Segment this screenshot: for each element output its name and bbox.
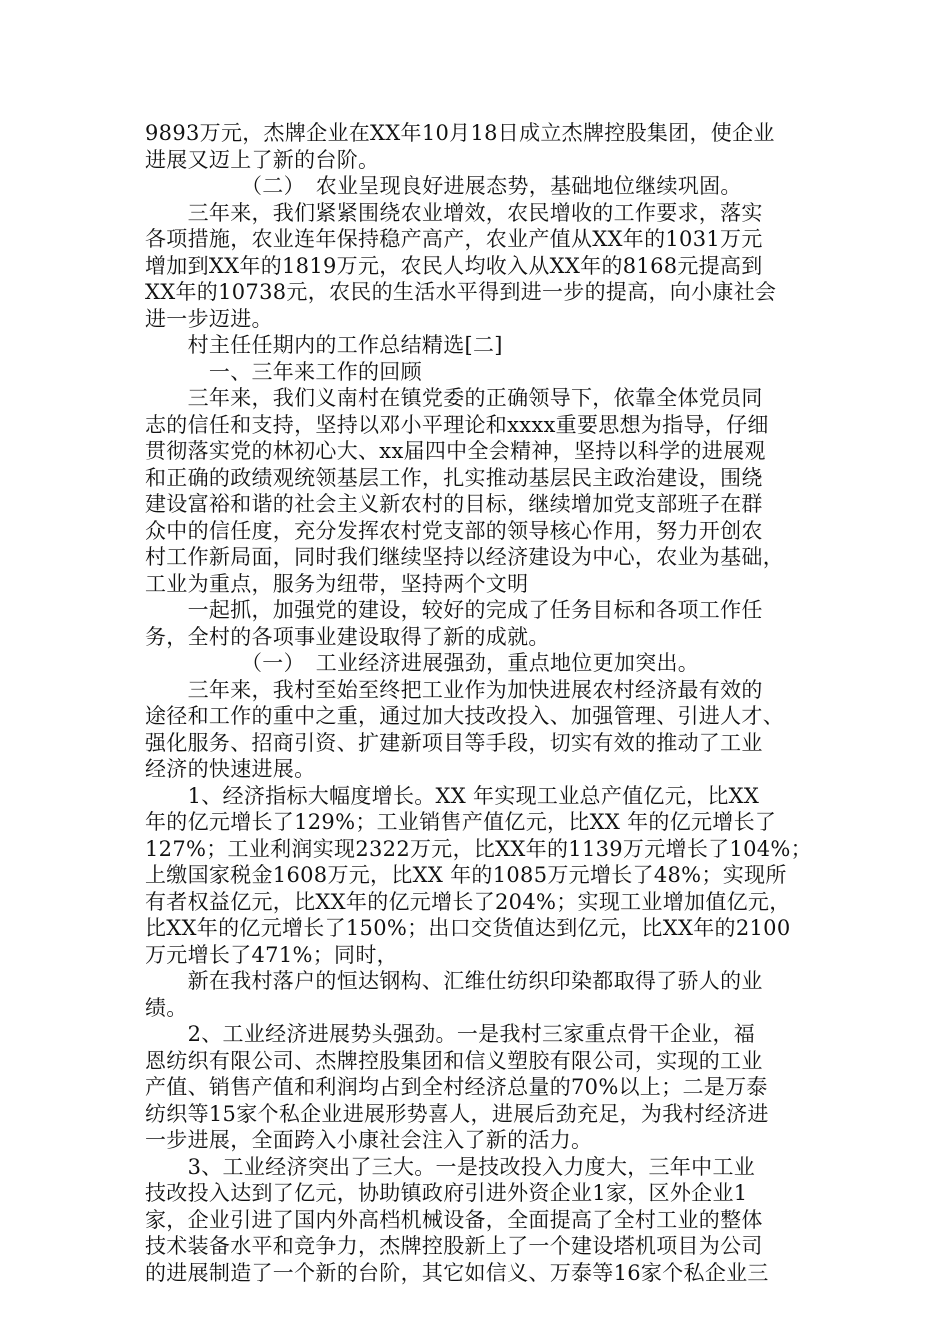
text-line: 贯彻落实党的林初心大、xx届四中全会精神，坚持以科学的进展观 [145, 439, 766, 463]
text-line: XX年的10738元，农民的生活水平得到进一步的提高，向小康社会 [145, 280, 777, 304]
text-line: 一步进展，全面跨入小康社会注入了新的活力。 [145, 1128, 593, 1152]
text-line: 万元增长了471%；同时， [145, 942, 398, 967]
text-line: 的进展制造了一个新的台阶，其它如信义、万泰等16家个私企业三 [145, 1260, 769, 1285]
text-line: 途径和工作的重中之重，通过加大技改投入、加强管理、引进人才、 [145, 704, 784, 728]
text-line: 127%；工业利润实现2322万元，比XX年的1139万元增长了104%； [145, 836, 812, 861]
text-line: 1、经济指标大幅度增长。XX 年实现工业总产值亿元，比XX [145, 783, 760, 808]
text-line: 有者权益亿元，比XX年的亿元增长了204%；实现工业增加值亿元， [145, 889, 791, 914]
text-line: 新在我村落户的恒达钢构、汇维仕纺织印染都取得了骄人的业 [145, 969, 763, 993]
text-line: 各项措施，农业连年保持稳产高产，农业产值从XX年的1031万元 [145, 227, 763, 251]
text-line: 技改投入达到了亿元，协助镇政府引进外资企业1家，区外企业1 [145, 1181, 748, 1205]
text-line: 三年来，我们紧紧围绕农业增效，农民增收的工作要求，落实 [145, 200, 763, 225]
text-line: 比XX年的亿元增长了150%；出口交货值达到亿元，比XX年的2100 [145, 916, 791, 940]
text-line: 家，企业引进了国内外高档机械设备，全面提高了全村工业的整体 [145, 1207, 763, 1232]
text-line: 强化服务、招商引资、扩建新项目等手段，切实有效的推动了工业 [145, 730, 763, 755]
text-line: 2、工业经济进展势头强劲。一是我村三家重点骨干企业，福 [145, 1022, 756, 1046]
text-line: 一起抓，加强党的建设，较好的完成了任务目标和各项工作任 [145, 598, 763, 622]
text-line: 纺织等15家个私企业进展形势喜人，进展后劲充足，为我村经济进 [145, 1101, 769, 1126]
text-line: 年的亿元增长了129%；工业销售产值亿元，比XX 年的亿元增长了 [145, 810, 777, 834]
document-body [145, 120, 815, 1286]
text-line: 9893万元，杰牌企业在XX年10月18日成立杰牌控股集团，使企业 [145, 121, 775, 145]
text-line: 村工作新局面，同时我们继续坚持以经济建设为中心，农业为基础， [145, 545, 784, 569]
text-line: 和正确的政绩观统领基层工作，扎实推动基层民主政治建设，围绕 [145, 465, 763, 490]
text-line: 建设富裕和谐的社会主义新农村的目标，继续增加党支部班子在群 [145, 492, 763, 516]
text-line: 3、工业经济突出了三大。一是技改投入力度大，三年中工业 [145, 1154, 756, 1179]
text-line: 技术装备水平和竞争力，杰牌控股新上了一个建设塔机项目为公司 [145, 1234, 763, 1258]
text-line: 三年来，我村至始至终把工业作为加快进展农村经济最有效的 [145, 677, 763, 702]
text-line: 务，全村的各项事业建设取得了新的成就。 [145, 624, 550, 649]
text-line: 增加到XX年的1819万元，农民人均收入从XX年的8168元提高到 [145, 253, 763, 278]
text-line: 进展又迈上了新的台阶。 [145, 147, 380, 172]
section-heading: （二） 农业呈现良好进展态势，基础地位继续巩固。 [145, 174, 742, 198]
text-line: 众中的信任度，充分发挥农村党支部的领导核心作用，努力开创农 [145, 518, 763, 543]
text-line: 工业为重点，服务为纽带，坚持两个文明 [145, 571, 529, 596]
text-line: 绩。 [145, 995, 188, 1020]
text-line: 经济的快速进展。 [145, 757, 316, 781]
text-line: 三年来，我们义南村在镇党委的正确领导下，依靠全体党员同 [145, 386, 763, 410]
text-line: 恩纺织有限公司、杰牌控股集团和信义塑胶有限公司，实现的工业 [145, 1048, 763, 1073]
text-line: 产值、销售产值和利润均占到全村经济总量的70%以上；二是万泰 [145, 1075, 768, 1099]
text-line: 志的信任和支持，坚持以邓小平理论和xxxx重要思想为指导，仔细 [145, 412, 769, 437]
section-heading: （一） 工业经济进展强劲，重点地位更加突出。 [145, 651, 700, 675]
section-heading: 一、三年来工作的回顾 [145, 359, 422, 384]
text-line: 进一步迈进。 [145, 306, 273, 331]
document-title: 村主任任期内的工作总结精选[二] [145, 333, 503, 357]
text-line: 上缴国家税金1608万元，比XX 年的1085万元增长了48%；实现所 [145, 863, 787, 887]
